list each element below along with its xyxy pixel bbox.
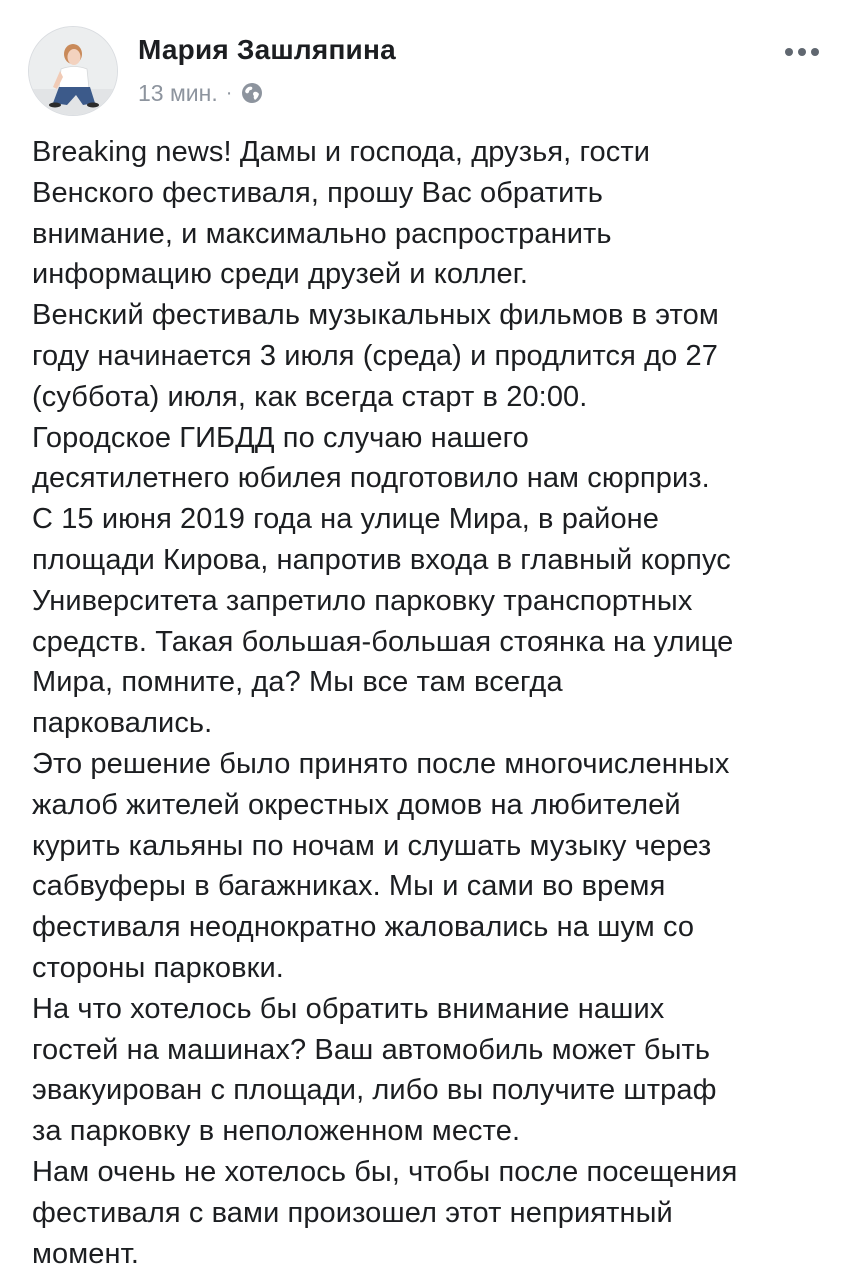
post-text-line: сабвуферы в багажниках. Мы и сами во время bbox=[32, 870, 666, 903]
post-text-line: информацию среди друзей и коллег. bbox=[32, 258, 529, 291]
post-text-line: С 15 июня 2019 года на улице Мира, в районе bbox=[32, 503, 660, 536]
post-text-line: Университета запретило парковку транспортных bbox=[32, 584, 693, 617]
post-text-line: момент. bbox=[32, 1237, 139, 1270]
meta-separator: · bbox=[225, 81, 233, 104]
post-text-line: Breaking news! Дамы и господа, друзья, гости bbox=[32, 136, 651, 168]
post-text-line: десятилетнего юбилея подготовило нам сюрприз. bbox=[32, 462, 710, 495]
post-text-line: стороны парковки. bbox=[32, 951, 284, 984]
post-text-line: фестиваля с вами произошел этот неприятный bbox=[32, 1196, 673, 1229]
post-text-line: эвакуирован с площади, либо вы получите штраф bbox=[32, 1074, 717, 1107]
post-text-line: внимание, и максимально распространить bbox=[32, 217, 612, 250]
post-text-line: средств. Такая большая-большая стоянка на улице bbox=[32, 625, 734, 658]
post-timestamp[interactable]: 13 мин. bbox=[138, 79, 218, 106]
post-text-line: Венский фестиваль музыкальных фильмов в этом bbox=[32, 299, 719, 332]
post-header bbox=[28, 26, 828, 118]
post-text-line: гостей на машинах? Ваш автомобиль может быть bbox=[32, 1033, 711, 1066]
post-text-line: площади Кирова, напротив входа в главный корпус bbox=[32, 543, 731, 576]
more-options-button[interactable] bbox=[782, 40, 822, 64]
post-text-line: Городское ГИБДД по случаю нашего bbox=[32, 421, 529, 454]
post-text-line: Это решение было принято после многочисленных bbox=[32, 747, 730, 780]
globe-icon bbox=[240, 81, 264, 105]
post-text-line: парковались. bbox=[32, 707, 213, 740]
author-avatar[interactable] bbox=[28, 26, 118, 116]
post-text bbox=[32, 132, 832, 1274]
author-name[interactable]: Мария Зашляпина bbox=[138, 34, 396, 65]
post-text-line: (суббота) июля, как всегда старт в 20:00. bbox=[32, 380, 588, 413]
post-text-line: Мира, помните, да? Мы все там всегда bbox=[32, 666, 563, 699]
post-text-line: На что хотелось бы обратить внимание наших bbox=[32, 992, 665, 1025]
post-text-line: Нам очень не хотелось бы, чтобы после посещения bbox=[32, 1155, 738, 1188]
ellipsis-icon bbox=[784, 47, 820, 57]
post-text-line: фестиваля неоднократно жаловались на шум со bbox=[32, 911, 695, 944]
post-text-line: году начинается 3 июля (среда) и продлится до 27 bbox=[32, 339, 718, 372]
avatar-photo bbox=[29, 27, 118, 116]
post-text-line: Венского фестиваля, прошу Вас обратить bbox=[32, 176, 604, 209]
post-text-line: курить кальяны по ночам и слушать музыку через bbox=[32, 829, 712, 862]
post-meta bbox=[138, 78, 264, 108]
post-text-line: жалоб жителей окрестных домов на любителей bbox=[32, 788, 681, 821]
post-text-line: за парковку в неположенном месте. bbox=[32, 1115, 521, 1148]
